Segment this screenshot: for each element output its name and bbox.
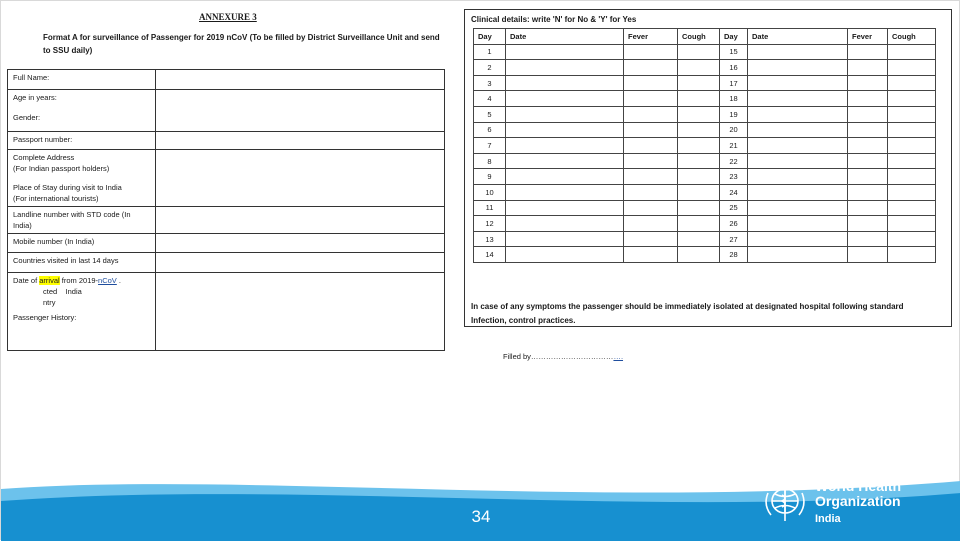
- table-row: [474, 216, 936, 232]
- date-cell[interactable]: [748, 153, 848, 169]
- day-cell: 1: [474, 44, 506, 60]
- fever-cell[interactable]: [848, 122, 888, 138]
- col-fever-2: Fever: [848, 29, 888, 45]
- date-cell[interactable]: [506, 247, 624, 263]
- day-cell: 18: [720, 91, 748, 107]
- cough-cell[interactable]: [888, 184, 936, 200]
- date-cell[interactable]: [506, 169, 624, 185]
- mobile-label: Mobile number (In India): [8, 234, 156, 253]
- cough-cell[interactable]: [888, 216, 936, 232]
- day-cell: 26: [720, 216, 748, 232]
- day-cell: 14: [474, 247, 506, 263]
- date-cell[interactable]: [748, 247, 848, 263]
- fever-cell[interactable]: [624, 138, 678, 154]
- fever-cell[interactable]: [848, 169, 888, 185]
- day-cell: 24: [720, 184, 748, 200]
- date-cell[interactable]: [748, 122, 848, 138]
- day-cell: 9: [474, 169, 506, 185]
- day-cell: 10: [474, 184, 506, 200]
- date-cell[interactable]: [748, 106, 848, 122]
- clinical-table: [473, 28, 936, 263]
- table-row: [474, 247, 936, 263]
- form-heading: Format A for surveillance of Passenger for 2019 nCoV (To be filled by District Surveillance Unit and send to SSU daily): [43, 33, 440, 55]
- date-cell[interactable]: [748, 138, 848, 154]
- who-logo: [761, 479, 901, 527]
- table-row: [474, 138, 936, 154]
- fever-cell[interactable]: [848, 91, 888, 107]
- table-row: [474, 106, 936, 122]
- cough-cell[interactable]: [678, 184, 720, 200]
- day-cell: 2: [474, 60, 506, 76]
- filled-by: Filled by……………………………….: [503, 352, 624, 361]
- day-cell: 16: [720, 60, 748, 76]
- table-row: [474, 231, 936, 247]
- date-cell[interactable]: [748, 169, 848, 185]
- table-row: [474, 153, 936, 169]
- date-cell[interactable]: [506, 231, 624, 247]
- fever-cell[interactable]: [848, 216, 888, 232]
- date-cell[interactable]: [748, 44, 848, 60]
- table-row: [474, 122, 936, 138]
- day-cell: 27: [720, 231, 748, 247]
- col-date: Date: [506, 29, 624, 45]
- landline-label: Landline number with STD code (In India): [8, 207, 156, 234]
- form-row: [8, 234, 445, 253]
- cough-cell[interactable]: [678, 44, 720, 60]
- col-day-2: Day: [720, 29, 748, 45]
- table-row: [474, 169, 936, 185]
- cough-cell[interactable]: [678, 60, 720, 76]
- age-gender-label: Age in years: Gender:: [8, 90, 156, 132]
- table-row: [474, 44, 936, 60]
- day-cell: 6: [474, 122, 506, 138]
- clinical-title: Clinical details: write 'N' for No & 'Y' for Yes: [471, 15, 637, 24]
- form-row: [8, 70, 445, 90]
- fever-cell[interactable]: [624, 91, 678, 107]
- cough-cell[interactable]: [888, 138, 936, 154]
- cough-cell[interactable]: [888, 75, 936, 91]
- cough-cell[interactable]: [888, 200, 936, 216]
- cough-cell[interactable]: [678, 138, 720, 154]
- ncov-link: nCoV: [98, 276, 117, 285]
- day-cell: 19: [720, 106, 748, 122]
- cough-cell[interactable]: [888, 247, 936, 263]
- day-cell: 12: [474, 216, 506, 232]
- col-cough-2: Cough: [888, 29, 936, 45]
- day-cell: 21: [720, 138, 748, 154]
- date-cell[interactable]: [506, 91, 624, 107]
- col-day: Day: [474, 29, 506, 45]
- cough-cell[interactable]: [888, 169, 936, 185]
- form-row: [8, 150, 445, 207]
- fever-cell[interactable]: [848, 153, 888, 169]
- form-row: [8, 273, 445, 351]
- cough-cell[interactable]: [678, 122, 720, 138]
- cough-cell[interactable]: [678, 200, 720, 216]
- who-emblem-icon: [761, 481, 809, 525]
- cough-cell[interactable]: [678, 106, 720, 122]
- day-cell: 25: [720, 200, 748, 216]
- cough-cell[interactable]: [888, 122, 936, 138]
- day-cell: 7: [474, 138, 506, 154]
- day-cell: 22: [720, 153, 748, 169]
- date-cell[interactable]: [506, 184, 624, 200]
- date-cell[interactable]: [506, 122, 624, 138]
- date-cell[interactable]: [748, 91, 848, 107]
- table-row: [474, 91, 936, 107]
- form-row: [8, 253, 445, 273]
- who-name: World Health Organization India: [815, 478, 902, 525]
- day-cell: 4: [474, 91, 506, 107]
- cough-cell[interactable]: [678, 153, 720, 169]
- fever-cell[interactable]: [848, 60, 888, 76]
- date-cell[interactable]: [506, 44, 624, 60]
- annexure-title: ANNEXURE 3: [199, 12, 257, 22]
- form-row: [8, 207, 445, 234]
- mobile-field[interactable]: [156, 234, 445, 253]
- clinical-header-row: [474, 29, 936, 45]
- cough-cell[interactable]: [888, 106, 936, 122]
- full-name-field[interactable]: [156, 70, 445, 90]
- table-row: [474, 184, 936, 200]
- table-row: [474, 75, 936, 91]
- fever-cell[interactable]: [624, 247, 678, 263]
- fever-cell[interactable]: [624, 106, 678, 122]
- col-cough: Cough: [678, 29, 720, 45]
- table-row: [474, 60, 936, 76]
- form-row: [8, 90, 445, 132]
- cough-cell[interactable]: [888, 60, 936, 76]
- fever-cell[interactable]: [848, 106, 888, 122]
- countries-field[interactable]: [156, 253, 445, 273]
- passport-label: Passport number:: [8, 132, 156, 150]
- day-cell: 23: [720, 169, 748, 185]
- fever-cell[interactable]: [624, 122, 678, 138]
- fever-cell[interactable]: [848, 200, 888, 216]
- cough-cell[interactable]: [678, 169, 720, 185]
- day-cell: 3: [474, 75, 506, 91]
- passenger-form-table: [7, 69, 445, 351]
- fever-cell[interactable]: [624, 60, 678, 76]
- fever-cell[interactable]: [848, 184, 888, 200]
- clinical-details-box: [464, 9, 952, 327]
- fever-cell[interactable]: [624, 231, 678, 247]
- cough-cell[interactable]: [678, 247, 720, 263]
- fever-cell[interactable]: [624, 75, 678, 91]
- day-cell: 28: [720, 247, 748, 263]
- fever-cell[interactable]: [624, 44, 678, 60]
- date-cell[interactable]: [506, 216, 624, 232]
- fever-cell[interactable]: [624, 184, 678, 200]
- day-cell: 15: [720, 44, 748, 60]
- cough-cell[interactable]: [678, 75, 720, 91]
- table-row: [474, 200, 936, 216]
- date-cell[interactable]: [748, 75, 848, 91]
- date-cell[interactable]: [506, 153, 624, 169]
- date-cell[interactable]: [748, 184, 848, 200]
- cough-cell[interactable]: [888, 91, 936, 107]
- cough-cell[interactable]: [888, 231, 936, 247]
- fever-cell[interactable]: [624, 169, 678, 185]
- fever-cell[interactable]: [848, 247, 888, 263]
- date-cell[interactable]: [506, 138, 624, 154]
- isolation-note: In case of any symptoms the passenger should be immediately isolated at designated hospital following standard Infection, control practices.: [471, 302, 904, 325]
- fever-cell[interactable]: [624, 153, 678, 169]
- date-cell[interactable]: [748, 216, 848, 232]
- filled-by-link[interactable]: ….: [613, 352, 624, 361]
- date-cell[interactable]: [506, 106, 624, 122]
- date-cell[interactable]: [748, 231, 848, 247]
- cough-cell[interactable]: [678, 231, 720, 247]
- col-fever: Fever: [624, 29, 678, 45]
- age-gender-field[interactable]: [156, 90, 445, 132]
- form-row: [8, 132, 445, 150]
- date-cell[interactable]: [506, 200, 624, 216]
- date-cell[interactable]: [506, 60, 624, 76]
- fever-cell[interactable]: [848, 75, 888, 91]
- cough-cell[interactable]: [678, 216, 720, 232]
- date-cell[interactable]: [506, 75, 624, 91]
- date-cell[interactable]: [748, 200, 848, 216]
- clinical-body: [474, 44, 936, 262]
- cough-cell[interactable]: [888, 153, 936, 169]
- arrival-history-label: Date of arrival from 2019-nCoV . cted India ntry Passenger History:: [8, 273, 156, 351]
- day-cell: 17: [720, 75, 748, 91]
- date-cell[interactable]: [748, 60, 848, 76]
- address-label: Complete Address (For Indian passport holders) Place of Stay during visit to India (For international tourists): [8, 150, 156, 207]
- day-cell: 11: [474, 200, 506, 216]
- cough-cell[interactable]: [888, 44, 936, 60]
- landline-field[interactable]: [156, 207, 445, 234]
- fever-cell[interactable]: [624, 200, 678, 216]
- cough-cell[interactable]: [678, 91, 720, 107]
- day-cell: 20: [720, 122, 748, 138]
- col-date-2: Date: [748, 29, 848, 45]
- fever-cell[interactable]: [848, 44, 888, 60]
- day-cell: 5: [474, 106, 506, 122]
- day-cell: 13: [474, 231, 506, 247]
- page-number: 34: [471, 507, 491, 526]
- highlighted-word: arrival: [39, 276, 60, 285]
- countries-label: Countries visited in last 14 days: [8, 253, 156, 273]
- full-name-label: Full Name:: [8, 70, 156, 90]
- fever-cell[interactable]: [624, 216, 678, 232]
- fever-cell[interactable]: [848, 138, 888, 154]
- day-cell: 8: [474, 153, 506, 169]
- address-field[interactable]: [156, 150, 445, 207]
- fever-cell[interactable]: [848, 231, 888, 247]
- passport-field[interactable]: [156, 132, 445, 150]
- arrival-history-field[interactable]: [156, 273, 445, 351]
